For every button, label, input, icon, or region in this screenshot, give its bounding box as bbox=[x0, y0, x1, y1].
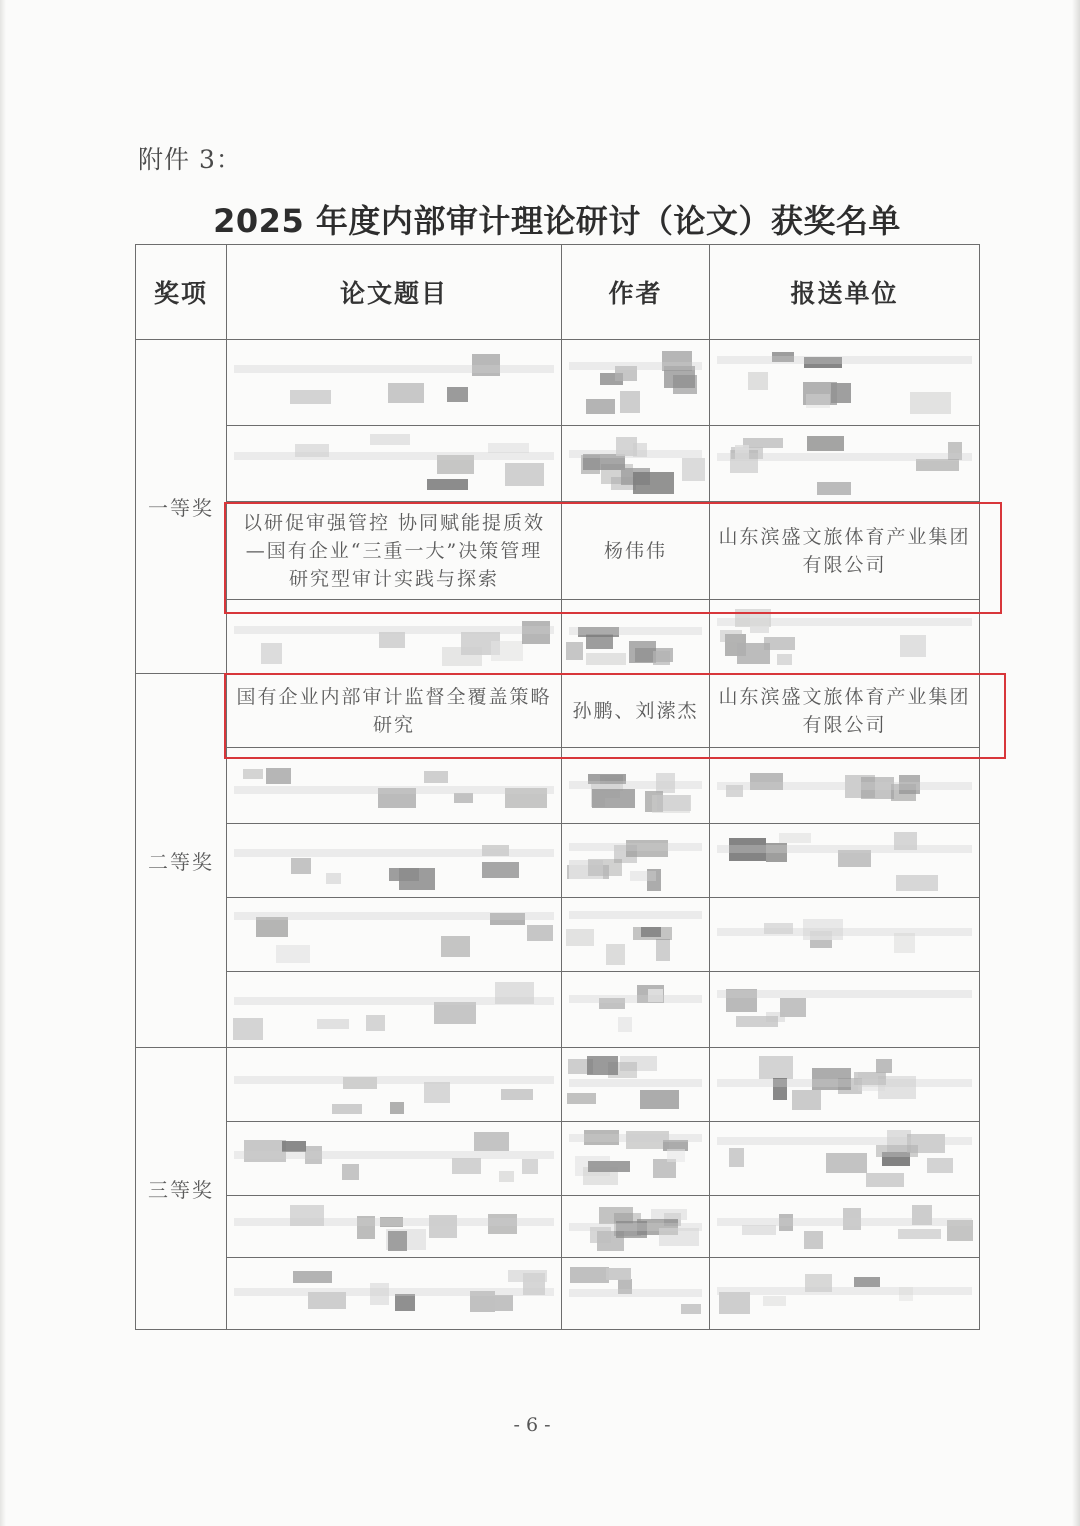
redacted-cell bbox=[227, 1258, 562, 1330]
redacted-cell bbox=[227, 340, 562, 426]
table-row bbox=[136, 1258, 980, 1330]
highlight-box-second bbox=[224, 673, 1006, 759]
redacted-cell bbox=[562, 824, 710, 898]
header-prize: 奖项 bbox=[136, 245, 227, 340]
redacted-cell bbox=[710, 426, 980, 502]
redacted-cell bbox=[562, 898, 710, 972]
redacted-cell bbox=[227, 426, 562, 502]
redacted-cell bbox=[227, 898, 562, 972]
redacted-cell bbox=[710, 1048, 980, 1122]
redacted-cell bbox=[710, 340, 980, 426]
redacted-cell bbox=[562, 1196, 710, 1258]
table-header-row bbox=[136, 245, 980, 340]
redacted-cell bbox=[562, 426, 710, 502]
awards-table bbox=[135, 244, 980, 1330]
redacted-cell bbox=[562, 1048, 710, 1122]
redacted-cell bbox=[710, 972, 980, 1048]
table-row bbox=[136, 426, 980, 502]
unit-line: 有限公司 bbox=[802, 713, 887, 736]
redacted-cell bbox=[227, 1122, 562, 1196]
prize-second: 二等奖 bbox=[136, 674, 227, 1048]
redacted-cell bbox=[227, 1048, 562, 1122]
page-title: 2025 年度内部审计理论研讨（论文）获奖名单 bbox=[213, 202, 901, 240]
table-row bbox=[136, 1122, 980, 1196]
header-title: 论文题目 bbox=[227, 245, 562, 340]
redacted-cell bbox=[710, 898, 980, 972]
author-cell: 杨伟伟 bbox=[562, 502, 710, 600]
redacted-cell bbox=[710, 824, 980, 898]
highlight-box-first bbox=[224, 502, 1002, 614]
paper-title-line: —国有企业“三重一大”决策管理 bbox=[245, 539, 543, 562]
unit-line: 山东滨盛文旅体育产业集团 bbox=[718, 525, 971, 548]
redacted-cell bbox=[562, 340, 710, 426]
paper-title-line: 以研促审强管控 协同赋能提质效 bbox=[242, 511, 546, 534]
header-author: 作者 bbox=[562, 245, 710, 340]
paper-title-line: 研究型审计实践与探索 bbox=[288, 567, 499, 590]
redacted-cell bbox=[562, 1258, 710, 1330]
table-row bbox=[136, 1048, 980, 1122]
table-row bbox=[136, 824, 980, 898]
redacted-cell bbox=[710, 1196, 980, 1258]
prize-first: 一等奖 bbox=[136, 340, 227, 674]
redacted-cell bbox=[562, 1122, 710, 1196]
table-row bbox=[136, 340, 980, 426]
attachment-label: 附件 3： bbox=[138, 145, 242, 174]
author-cell: 孙鹏、刘潆杰 bbox=[562, 674, 710, 748]
table-row bbox=[136, 898, 980, 972]
redacted-cell bbox=[227, 824, 562, 898]
unit-line: 有限公司 bbox=[802, 553, 887, 576]
paper-title-line: 国有企业内部审计监督全覆盖策略 bbox=[236, 685, 552, 708]
header-unit: 报送单位 bbox=[710, 245, 980, 340]
unit-line: 山东滨盛文旅体育产业集团 bbox=[718, 685, 971, 708]
redacted-cell bbox=[562, 972, 710, 1048]
prize-third: 三等奖 bbox=[136, 1048, 227, 1330]
paper-title-line: 研究 bbox=[372, 713, 415, 736]
table-row bbox=[136, 1196, 980, 1258]
redacted-cell bbox=[710, 1122, 980, 1196]
redacted-cell bbox=[227, 1196, 562, 1258]
table-row bbox=[136, 972, 980, 1048]
redacted-cell bbox=[227, 972, 562, 1048]
page-number: - 6 - bbox=[513, 1414, 551, 1436]
redacted-cell bbox=[710, 1258, 980, 1330]
